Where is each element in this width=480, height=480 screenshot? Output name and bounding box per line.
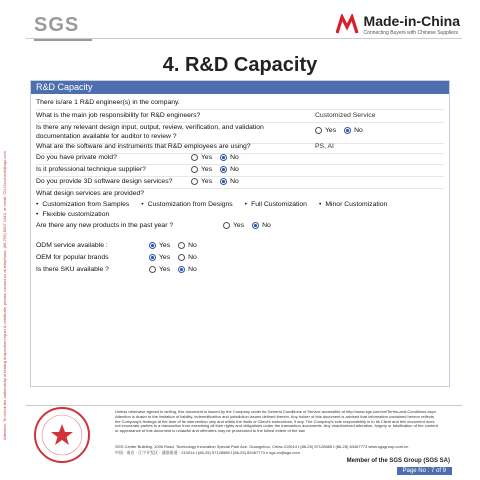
radio-selected-icon (220, 154, 227, 161)
tech-supplier-yes-option[interactable] (191, 166, 212, 173)
row-divider (36, 188, 444, 189)
radio-selected-icon (149, 242, 156, 249)
no-label: No (188, 254, 197, 261)
engineer-statement: There is/are 1 R&D engineer(s) in the company. (36, 99, 180, 106)
no-label: No (262, 222, 271, 229)
page-number: Page No : 7 of 9 (397, 467, 452, 475)
sku-yes-option[interactable] (149, 266, 170, 273)
answer-main-job: Customized Service (315, 112, 376, 119)
header-divider (26, 38, 462, 39)
no-label: No (188, 242, 197, 249)
design-services-list (36, 201, 436, 218)
design-service-item: • Minor Customization (319, 201, 387, 208)
row-divider (36, 122, 444, 123)
section-heading: R&D Capacity (31, 81, 449, 94)
new-products-no-option[interactable] (252, 222, 271, 229)
design-service-item: • Flexible customization (36, 211, 109, 218)
tech-supplier-radio-group (191, 166, 247, 173)
design-service-item: • Customization from Designs (141, 201, 232, 208)
design-docs-no-option[interactable] (344, 127, 363, 134)
oem-yes-option[interactable] (149, 254, 170, 261)
sku-no-option[interactable] (178, 266, 197, 273)
oem-no-option[interactable] (178, 254, 197, 261)
no-label: No (354, 127, 363, 134)
made-in-china-mark-icon (336, 14, 360, 34)
odm-radio-group (149, 242, 205, 249)
radio-selected-icon (149, 254, 156, 261)
footer-address-cn: 中国 · 南京 · 江宁开发区 · 通淮街道 · 210014 t (86-25) 57128585 f (86-25) 83467773 e sgs.cn@sgs.com (115, 449, 300, 455)
question-software: What are the software and instruments that R&D employees are using? (36, 143, 251, 150)
question-new-products: Are there any new products in the past year ? (36, 222, 174, 229)
design-service-item: • Customization from Samples (36, 201, 129, 208)
3d-design-yes-option[interactable] (191, 178, 212, 185)
yes-label: Yes (325, 127, 337, 134)
answer-software: PS, AI (315, 143, 334, 150)
tech-supplier-no-option[interactable] (220, 166, 239, 173)
footer-address-en: SGS Center Building, 1006 Road, Technology Innovation Special Park Ave. Guangzhou, China 210014 t (86-25) 57128585 f (86-25) 83467773 www.sgsgroup.com.cn (115, 444, 409, 449)
radio-selected-icon (220, 178, 227, 185)
no-label: No (230, 166, 239, 173)
question-3d-design: Do you provide 3D software design services? (36, 178, 173, 185)
design-docs-yes-option[interactable] (315, 127, 336, 134)
radio-icon (223, 222, 230, 229)
odm-yes-option[interactable] (149, 242, 170, 249)
radio-selected-icon (344, 127, 351, 134)
radio-selected-icon (252, 222, 259, 229)
radio-icon (191, 178, 198, 185)
rd-capacity-section (30, 80, 450, 387)
row-divider (36, 176, 444, 177)
question-oem: OEM for popular brands (36, 254, 109, 261)
radio-icon (191, 166, 198, 173)
radio-icon (178, 254, 185, 261)
made-in-china-logo (336, 14, 460, 36)
oem-radio-group (149, 254, 205, 261)
no-label: No (188, 266, 197, 273)
private-mold-yes-option[interactable] (191, 154, 212, 161)
radio-icon (178, 242, 185, 249)
yes-label: Yes (159, 242, 171, 249)
footer-disclaimer: Unless otherwise agreed in writing, this document is issued by the Company under its General Conditions of Service accessible at http://www.sgs.com/en/Terms-and-Conditions.aspx. Attention is drawn to the limitation of liability, indemnification and jurisdiction issues defined therein. Any holder of this document is advised that information contained hereon reflects the Company's findings at the time of its intervention only and within the limits of Client's instructions, if any. The Company's sole responsibility is to its Client and this document does not exonerate parties to a transaction from exercising all their rights and obligations under the transaction documents. Any unauthorized alteration, forgery or falsification of the content or appearance of this document is unlawful and offenders may be prosecuted to the fullest extent of the law. (115, 409, 438, 434)
question-odm: ODM service available : (36, 242, 108, 249)
sgs-member-note: Member of the SGS Group (SGS SA) (346, 458, 450, 464)
yes-label: Yes (159, 254, 171, 261)
company-seal-icon (32, 405, 92, 465)
radio-selected-icon (220, 166, 227, 173)
radio-selected-icon (178, 266, 185, 273)
3d-design-radio-group (191, 178, 247, 185)
footer-address (115, 444, 440, 455)
page-title: 4. R&D Capacity (162, 54, 318, 76)
yes-label: Yes (201, 178, 213, 185)
odm-no-option[interactable] (178, 242, 197, 249)
question-design-docs: Is there any relevant design input, output, review, verification, and validation documentation available for auditor to review ? (36, 124, 264, 140)
radio-icon (315, 127, 322, 134)
sku-radio-group (149, 266, 205, 273)
yes-label: Yes (233, 222, 245, 229)
side-watermark: Attention: To check the authenticity of testing /inspection report & certificate, please contact us at telephone: (86-755) 8307 1443, or email: CN.Doccheck@sgs.com (2, 151, 7, 440)
design-service-item: • Full Customization (245, 201, 307, 208)
private-mold-no-option[interactable] (220, 154, 239, 161)
private-mold-radio-group (191, 154, 247, 161)
question-design-services: What design services are provided? (36, 190, 145, 197)
row-divider (36, 109, 444, 110)
sgs-logo (34, 14, 92, 41)
made-in-china-tagline: Connecting Buyers with Chinese Suppliers (363, 30, 459, 36)
yes-label: Yes (201, 154, 213, 161)
yes-label: Yes (159, 266, 171, 273)
radio-icon (149, 266, 156, 273)
question-main-job: What is the main job responsibility for R&D engineers? (36, 112, 201, 119)
radio-icon (191, 154, 198, 161)
no-label: No (230, 154, 239, 161)
design-docs-radio-group (315, 127, 371, 134)
question-sku: Is there SKU available ? (36, 266, 109, 273)
sgs-logo-text: SGS (34, 14, 80, 36)
new-products-yes-option[interactable] (223, 222, 244, 229)
made-in-china-name: Made-in-China (363, 13, 460, 29)
question-tech-supplier: Is it professional technique supplier? (36, 166, 146, 173)
new-products-radio-group (223, 222, 279, 229)
yes-label: Yes (201, 166, 213, 173)
question-private-mold: Do you have private mold? (36, 154, 117, 161)
row-divider (36, 164, 444, 165)
3d-design-no-option[interactable] (220, 178, 239, 185)
no-label: No (230, 178, 239, 185)
